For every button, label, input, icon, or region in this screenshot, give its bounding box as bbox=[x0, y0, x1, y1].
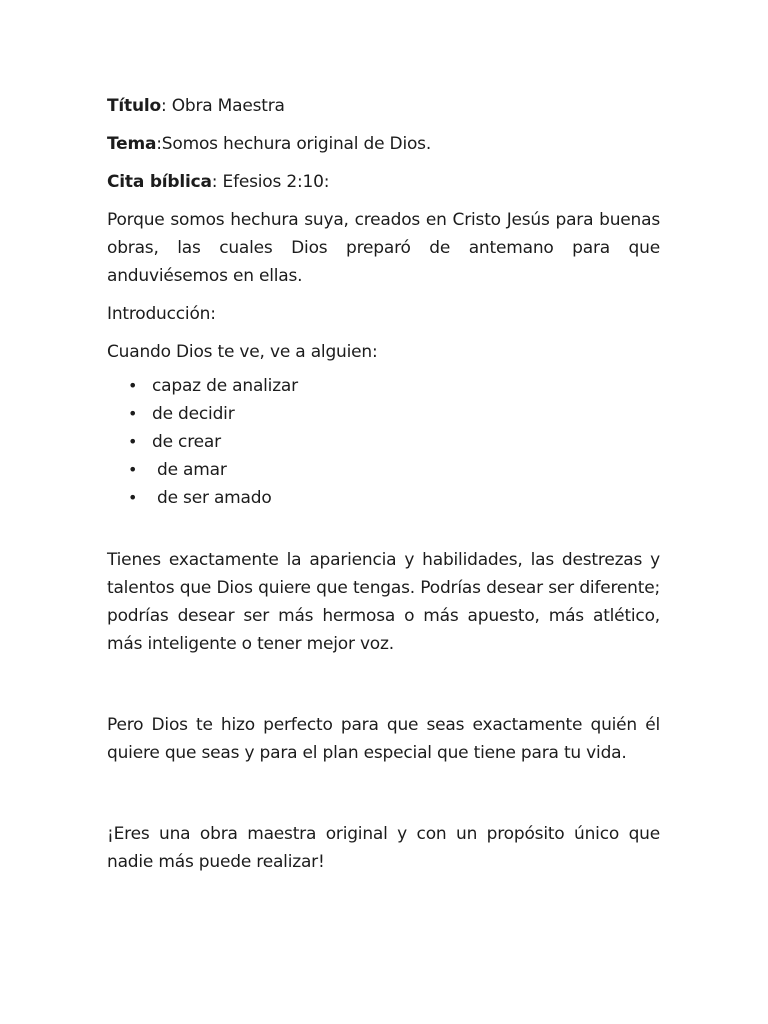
title-value: Obra Maestra bbox=[171, 96, 285, 116]
document-body bbox=[107, 92, 660, 886]
bullet-icon: • bbox=[128, 404, 138, 423]
title-label: Título bbox=[107, 96, 161, 116]
verse-paragraph: Porque somos hechura suya, creados en Cristo Jesús para buenas obras, las cuales Dios preparó de antemano para que anduviésemos en ellas. bbox=[107, 210, 660, 286]
citation-line bbox=[107, 168, 660, 196]
theme-value: Somos hechura original de Dios. bbox=[161, 134, 432, 154]
list-item bbox=[107, 428, 660, 456]
bullet-icon: • bbox=[128, 460, 138, 479]
spacer bbox=[107, 777, 660, 820]
list-item-text: de ser amado bbox=[157, 488, 272, 508]
paragraph-purpose: Pero Dios te hizo perfecto para que seas exactamente quién él quiere que seas y para el plan especial que tiene para tu vida. bbox=[107, 715, 660, 763]
citation-value: Efesios 2:10: bbox=[222, 172, 330, 192]
bullet-icon: • bbox=[128, 376, 138, 395]
list-item bbox=[107, 484, 660, 512]
list-item-text: de crear bbox=[152, 432, 221, 452]
lead-sentence: Cuando Dios te ve, ve a alguien: bbox=[107, 342, 378, 362]
title-line bbox=[107, 92, 660, 120]
paragraph-masterpiece: ¡Eres una obra maestra original y con un propósito único que nadie más puede realizar! bbox=[107, 824, 660, 872]
spacer bbox=[107, 512, 660, 546]
theme-label: Tema bbox=[107, 134, 157, 154]
list-item bbox=[107, 456, 660, 484]
bullet-icon: • bbox=[128, 488, 138, 507]
list-item-text: de amar bbox=[157, 460, 227, 480]
list-item bbox=[107, 400, 660, 428]
introduction-heading: Introducción: bbox=[107, 304, 216, 324]
list-item-text: capaz de analizar bbox=[152, 376, 298, 396]
spacer bbox=[107, 668, 660, 711]
list-item-text: de decidir bbox=[152, 404, 235, 424]
title-separator: : bbox=[160, 96, 172, 116]
list-item bbox=[107, 372, 660, 400]
citation-label: Cita bíblica bbox=[107, 172, 212, 192]
bullet-icon: • bbox=[128, 432, 138, 451]
qualities-list bbox=[107, 372, 660, 512]
paragraph-appearance: Tienes exactamente la apariencia y habilidades, las destrezas y talentos que Dios quiere que tengas. Podrías desear ser diferente; podrías desear ser más hermosa o más apuesto, más atlético, más inteligente o tener mejor voz. bbox=[107, 550, 660, 654]
citation-separator: : bbox=[211, 172, 223, 192]
theme-line bbox=[107, 130, 660, 158]
theme-separator: : bbox=[156, 134, 162, 154]
